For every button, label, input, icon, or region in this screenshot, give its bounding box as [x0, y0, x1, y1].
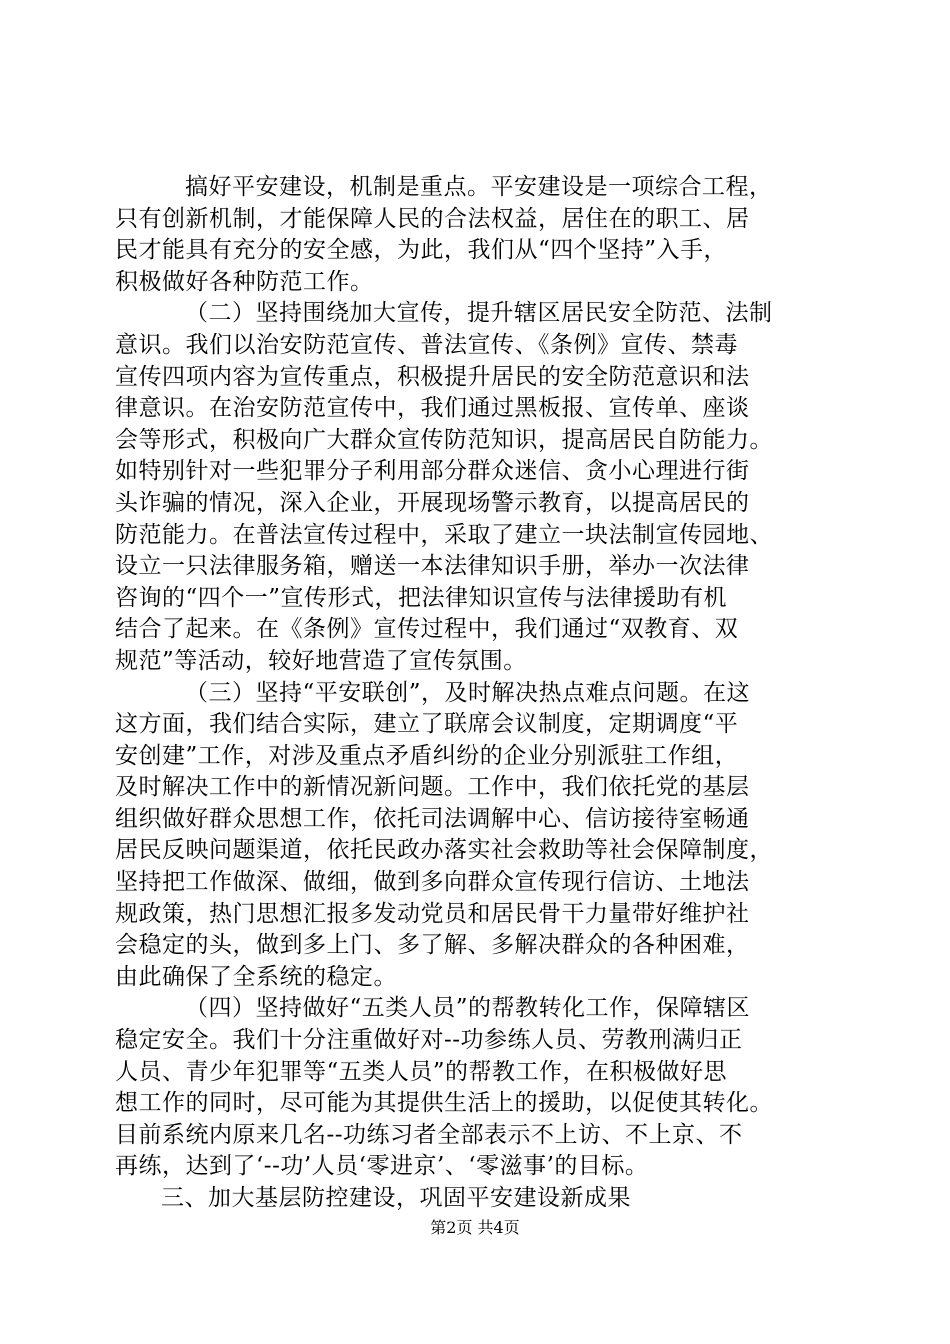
paragraph-line: （三）坚持“平安联创”，及时解决热点难点问题。在这 [185, 679, 751, 706]
paragraph-line: 再练，达到了‘--功’人员‘零进京’、‘零滋事’的目标。 [115, 1153, 649, 1180]
paragraph-line: 人员、青少年犯罪等“五类人员”的帮教工作，在积极做好思 [115, 1058, 728, 1085]
paragraph-line: 搞好平安建设，机制是重点。平安建设是一项综合工程， [185, 174, 773, 200]
paragraph-line: 咨询的“四个一”宣传形式，把法律知识宣传与法律援助有机 [115, 584, 728, 611]
paragraph-line: 这方面，我们结合实际，建立了联席会议制度，定期调度“平 [115, 711, 739, 738]
paragraph-line: 民才能具有充分的安全感，为此，我们从“四个坚持”入手， [115, 237, 728, 264]
paragraph-line: 如特别针对一些犯罪分子利用部分群众迷信、贪小心理进行街 [115, 458, 750, 485]
paragraph-line: 及时解决工作中的新情况新问题。工作中，我们依托党的基层 [115, 774, 750, 801]
paragraph-line: 由此确保了全系统的稳定。 [115, 963, 397, 990]
paragraph-line: 积极做好各种防范工作。 [115, 268, 374, 295]
paragraph-line: 意识。我们以治安防范宣传、普法宣传、《条例》宣传、禁毒 [115, 331, 738, 358]
paragraph-line: 结合了起来。在《条例》宣传过程中，我们通过“双教育、双 [115, 616, 739, 643]
paragraph-line: 会等形式，积极向广大群众宣传防范知识，提高居民自防能力。 [115, 426, 773, 453]
paragraph-line: 组织做好群众思想工作，依托司法调解中心、信访接待室畅通 [115, 805, 750, 832]
paragraph-line: 目前系统内原来几名--功练习者全部表示不上访、不上京、不 [115, 1121, 743, 1148]
paragraph-line: 律意识。在治安防范宣传中，我们通过黑板报、宣传单、座谈 [115, 395, 750, 422]
paragraph-line: 头诈骗的情况，深入企业，开展现场警示教育，以提高居民的 [115, 489, 750, 516]
paragraph-line: （四）坚持做好“五类人员”的帮教转化工作，保障辖区 [185, 995, 751, 1022]
paragraph-line: 会稳定的头，做到多上门、多了解、多解决群众的各种困难， [115, 932, 750, 959]
paragraph-line: 安创建”工作，对涉及重点矛盾纠纷的企业分别派驻工作组， [115, 742, 739, 769]
paragraph-line: 宣传四项内容为宣传重点，积极提升居民的安全防范意识和法 [115, 363, 750, 390]
paragraph-line: （二）坚持围绕加大宣传，提升辖区居民安全防范、法制 [185, 300, 773, 327]
paragraph-line: 只有创新机制，才能保障人民的合法权益，居住在的职工、居 [115, 205, 750, 232]
paragraph-line: 防范能力。在普法宣传过程中，采取了建立一块法制宣传园地、 [115, 521, 773, 548]
paragraph-line: 居民反映问题渠道，依托民政办落实社会救助等社会保障制度， [115, 837, 773, 864]
paragraph-line: 规政策，热门思想汇报多发动党员和居民骨干力量带好维护社 [115, 900, 750, 927]
section-heading: 三、加大基层防控建设，巩固平安建设新成果 [161, 1185, 631, 1211]
paragraph-line: 想工作的同时，尽可能为其提供生活上的援助，以促使其转化。 [115, 1090, 773, 1117]
paragraph-line: 规范”等活动，较好地营造了宣传氛围。 [115, 647, 527, 674]
paragraph-line: 设立一只法律服务箱，赠送一本法律知识手册，举办一次法律 [115, 553, 750, 580]
document-body [115, 172, 845, 1215]
paragraph-line: 稳定安全。我们十分注重做好对--功参练人员、劳教刑满归正 [115, 1027, 743, 1054]
paragraph-line: 坚持把工作做深、做细，做到多向群众宣传现行信访、土地法 [115, 869, 750, 896]
page-footer: 第2页 共4页 [430, 1218, 520, 1237]
